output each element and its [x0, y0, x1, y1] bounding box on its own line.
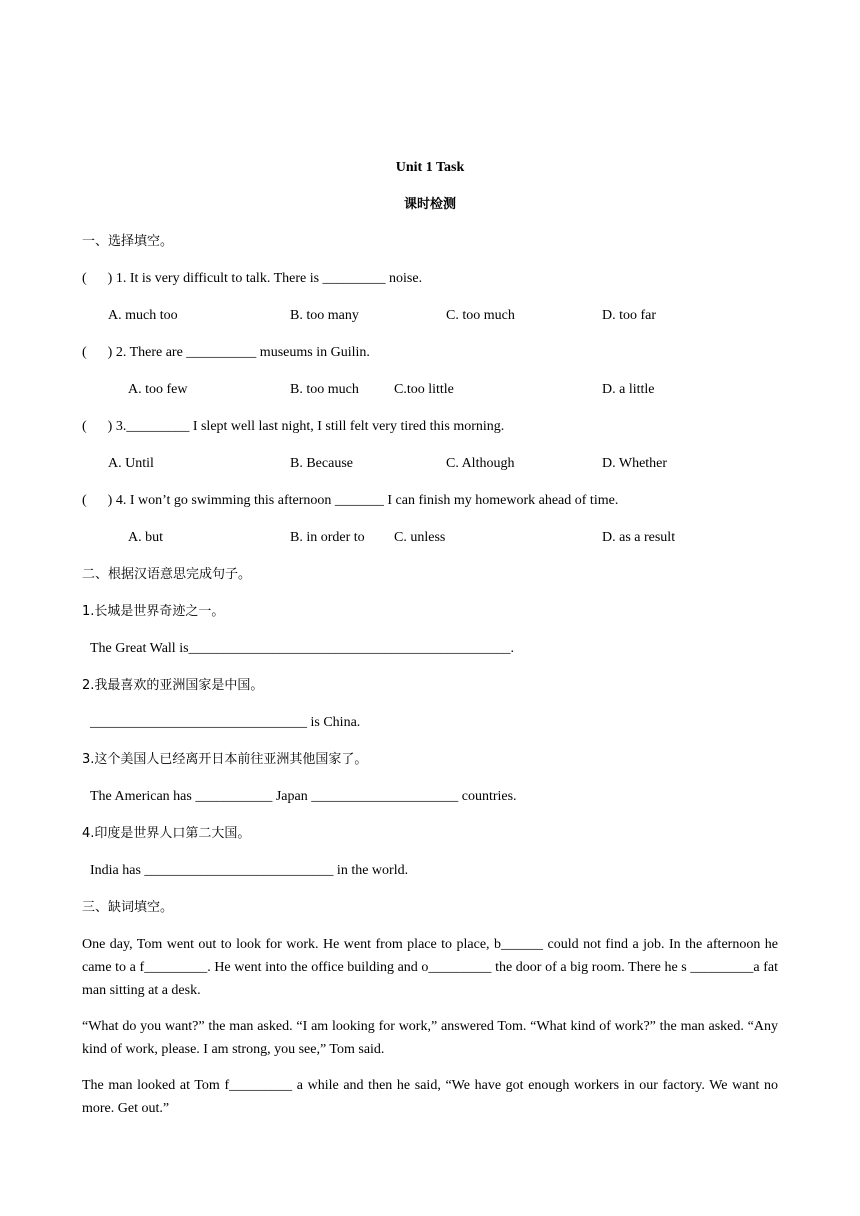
question-2-option-b: B. too much: [290, 382, 359, 397]
section3-heading: 三、缺词填空。: [82, 900, 174, 915]
question-1-stem: ( ) 1. It is very difficult to talk. There is _________ noise.: [82, 271, 423, 286]
translation-4-chinese: 4.印度是世界人口第二大国。: [82, 826, 251, 841]
translation-2-chinese: 2.我最喜欢的亚洲国家是中国。: [82, 678, 264, 693]
translation-2-english: _______________________________ is China.: [90, 715, 361, 730]
question-3-option-a: A. Until: [108, 456, 154, 471]
question-2-option-c: C.too little: [394, 382, 454, 397]
question-3-option-d: D. Whether: [602, 456, 668, 471]
cloze-paragraph-1: One day, Tom went out to look for work. He went from place to place, b______ could not find a job. In the afternoon he came to a f_________. He went into the office building and o_________ the door of a big room. There he s _________a fat man sitting at a desk.: [82, 937, 778, 998]
page-subtitle: 课时检测: [403, 197, 456, 212]
question-2-stem: ( ) 2. There are __________ museums in Guilin.: [82, 345, 370, 360]
question-1-option-b: B. too many: [290, 308, 359, 323]
cloze-paragraph-3: The man looked at Tom f_________ a while and then he said, “We have got enough workers in our factory. We want no more. Get out.”: [82, 1078, 778, 1116]
section2-heading: 二、根据汉语意思完成句子。: [82, 567, 252, 582]
question-4-option-b: B. in order to: [290, 530, 365, 545]
section1-heading: 一、选择填空。: [82, 234, 174, 249]
question-2-option-a: A. too few: [128, 382, 188, 397]
question-4-option-c: C. unless: [394, 530, 446, 545]
question-1-option-c: C. too much: [446, 308, 515, 323]
translation-1-english: The Great Wall is______________________________________________.: [90, 641, 515, 656]
translation-3-english: The American has ___________ Japan _____________________ countries.: [90, 789, 517, 804]
question-1-option-a: A. much too: [108, 308, 178, 323]
question-3-option-c: C. Although: [446, 456, 515, 471]
translation-4-english: India has ___________________________ in the world.: [90, 863, 409, 878]
question-4-stem: ( ) 4. I won’t go swimming this afternoon _______ I can finish my homework ahead of time.: [82, 493, 619, 508]
translation-3-chinese: 3.这个美国人已经离开日本前往亚洲其他国家了。: [82, 752, 368, 767]
question-4-option-d: D. as a result: [602, 530, 676, 545]
question-3-stem: ( ) 3._________ I slept well last night, I still felt very tired this morning.: [82, 419, 505, 434]
page-title: Unit 1 Task: [395, 160, 465, 175]
translation-1-chinese: 1.长城是世界奇迹之一。: [82, 604, 225, 619]
question-4-option-a: A. but: [128, 530, 163, 545]
question-1-option-d: D. too far: [602, 308, 657, 323]
question-2-option-d: D. a little: [602, 382, 655, 397]
cloze-paragraph-2: “What do you want?” the man asked. “I am looking for work,” answered Tom. “What kind of work?” the man asked. “Any kind of work, please. I am strong, you see,” Tom said.: [82, 1019, 778, 1057]
question-3-option-b: B. Because: [290, 456, 353, 471]
